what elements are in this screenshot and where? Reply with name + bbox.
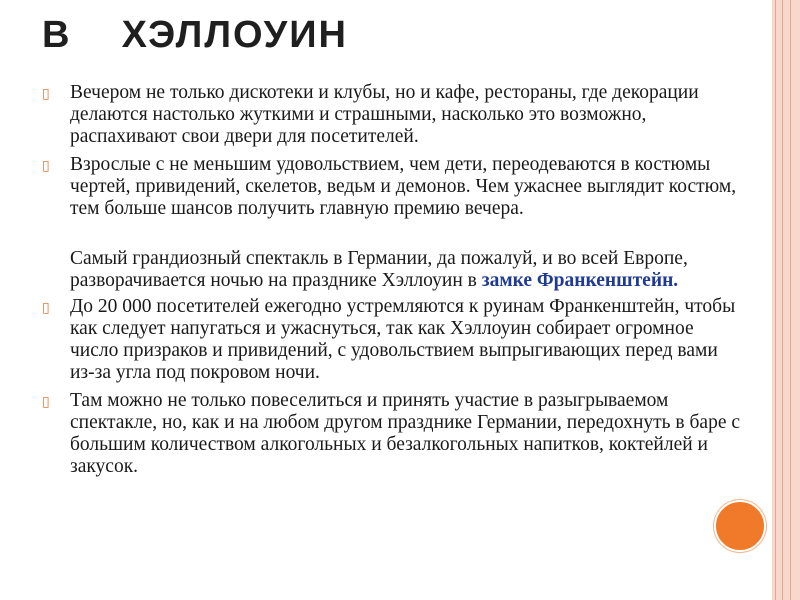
orange-circle-decoration	[714, 500, 766, 552]
bullet-icon: ▯	[42, 87, 50, 102]
paragraph-text: До 20 000 посетителей ежегодно устремляются к руинам Франкенштейн, чтобы как следует напугаться и ужаснуться, так как Хэллоуин собирает огромное число призраков и привидений, с удовольствием выпрыгивающих перед вами из-за угла под покровом ночи.	[70, 296, 736, 383]
border-line	[790, 0, 791, 600]
slide-title: В ХЭЛЛОУИН	[42, 14, 348, 56]
slide-content	[42, 82, 742, 484]
bullet-icon: ▯	[42, 159, 50, 174]
paragraph-text: Вечером не только дискотеки и клубы, но и кафе, рестораны, где декорации делаются настолько жуткими и страшными, насколько это возможно, распахивают свои двери для посетителей.	[70, 82, 699, 147]
bullet-icon: ▯	[42, 301, 50, 316]
bullet-paragraph	[42, 296, 742, 384]
paragraph-text: Там можно не только повеселиться и принять участие в разыгрываемом спектакле, но, как и на любом другом празднике Германии, передохнуть в баре с большим количеством алкогольных и безалкогольных напитков, коктейлей и закусок.	[70, 390, 741, 477]
bullet-paragraph	[42, 82, 742, 148]
right-border-decoration	[772, 0, 800, 600]
bullet-icon: ▯	[42, 395, 50, 410]
castle-link[interactable]: замке Франкенштейн.	[481, 270, 679, 291]
sub-paragraph	[42, 248, 742, 292]
bullet-paragraph	[42, 154, 742, 220]
border-line	[775, 0, 776, 600]
paragraph-text: Самый грандиозный спектакль в Германии, да пожалуй, и во всей Европе, разворачивается ночью на празднике Хэллоуин в	[70, 248, 688, 291]
spacer	[42, 226, 742, 248]
border-line	[782, 0, 783, 600]
bullet-paragraph	[42, 390, 742, 478]
paragraph-text: Взрослые с не меньшим удовольствием, чем дети, переодеваются в костюмы чертей, привидений, скелетов, ведьм и демонов. Чем ужаснее выглядит костюм, тем больше шансов получить главную премию вечера.	[70, 154, 737, 219]
